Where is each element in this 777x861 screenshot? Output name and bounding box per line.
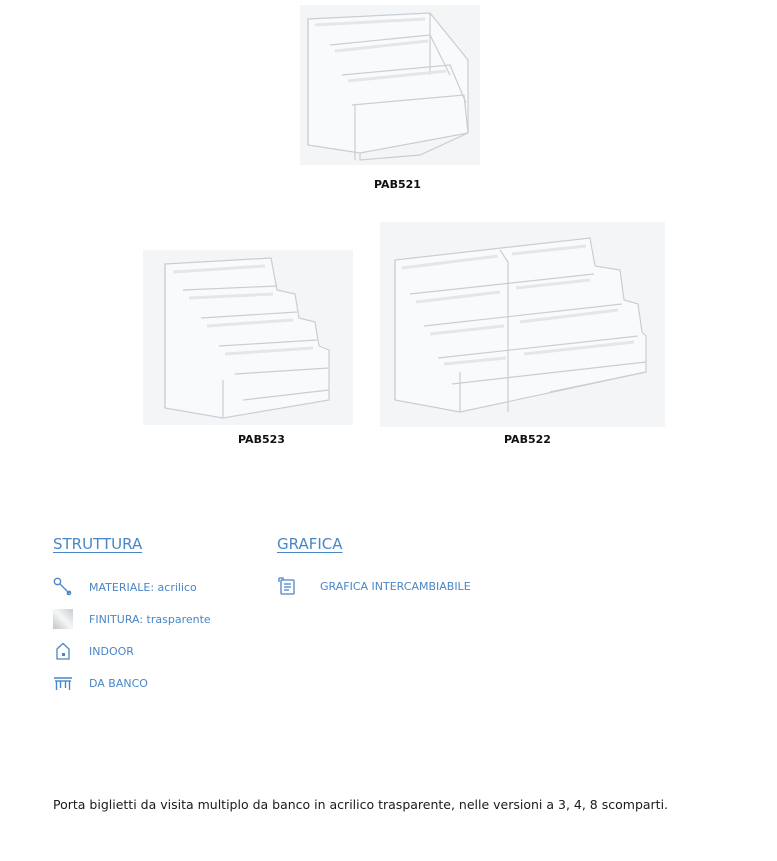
feature-da-banco bbox=[53, 673, 148, 693]
feature-label: FINITURA: trasparente bbox=[89, 612, 211, 626]
feature-label: DA BANCO bbox=[89, 676, 148, 690]
feature-grafica-intercambiabile bbox=[277, 576, 471, 596]
product-code: PAB521 bbox=[374, 178, 421, 191]
feature-label: GRAFICA INTERCAMBIABILE bbox=[320, 579, 471, 593]
product-code: PAB522 bbox=[504, 433, 551, 446]
indoor-house-icon bbox=[53, 641, 73, 661]
desk-stand-icon bbox=[53, 673, 73, 693]
product-image-pab521 bbox=[300, 5, 480, 165]
struttura-title: STRUTTURA bbox=[53, 535, 143, 553]
product-image-pab523 bbox=[143, 250, 353, 425]
interchangeable-graphic-icon bbox=[277, 576, 297, 596]
product-image-pab522 bbox=[380, 222, 665, 427]
grafica-title: GRAFICA bbox=[277, 535, 343, 553]
feature-finitura bbox=[53, 609, 211, 629]
wrench-icon bbox=[53, 577, 73, 597]
feature-indoor bbox=[53, 641, 134, 661]
feature-materiale bbox=[53, 577, 197, 597]
finish-swatch-icon bbox=[53, 609, 73, 629]
feature-label: MATERIALE: acrilico bbox=[89, 580, 197, 594]
feature-label: INDOOR bbox=[89, 644, 134, 658]
product-code: PAB523 bbox=[238, 433, 285, 446]
product-description: Porta biglietti da visita multiplo da banco in acrilico trasparente, nelle versioni a 3, 4, 8 scomparti. bbox=[53, 797, 669, 812]
